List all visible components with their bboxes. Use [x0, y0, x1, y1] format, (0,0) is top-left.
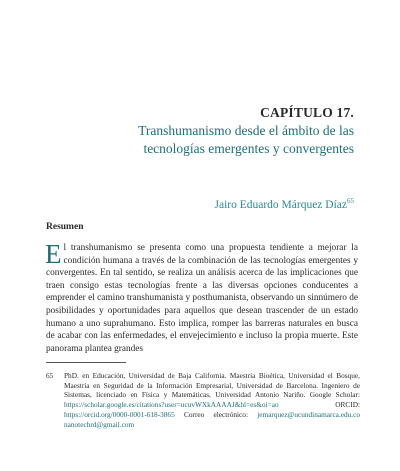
orcid-label: ORCID: — [278, 400, 360, 410]
chapter-label: CAPÍTULO 17. — [260, 105, 354, 120]
chapter-heading — [138, 104, 354, 158]
footnote-text: PhD. en Educación, Universidad de Baja California. Maestría Bioética, Universidad el Bosque, Maestría en Seguridad de la Información Empresarial, Universidad de Barcelona. Ingeniero de Sistemas, licenciado en Física y Matemáticas, Universidad Antonio Nariño. Google Scholar: — [64, 371, 360, 400]
author-byline — [214, 197, 354, 211]
email-link[interactable]: jemarquez@ucundinamarca.edu.co — [257, 409, 360, 419]
author-footnote-marker[interactable]: 65 — [347, 197, 354, 205]
abstract-heading: Resumen — [46, 222, 84, 232]
author-name: Jairo Eduardo Márquez Díaz — [214, 198, 347, 211]
google-scholar-link[interactable]: https://scholar.google.es/citations?user=ucuvWXkAAAAJ&hl=es&oi=ao — [64, 400, 279, 410]
footnote-body — [64, 371, 360, 429]
drop-cap: E — [45, 239, 62, 269]
footnote — [46, 371, 360, 429]
footnote-divider — [46, 362, 126, 363]
abstract-text: l transhumanismo se presenta como una propuesta tendiente a mejorar la condición humana a través de la combinación de las tecnologías emergentes y convergentes. En tal sentido, se realiza un análisis acerca de las implicaciones que traen consigo estas tecnologías frente a las diversas opciones conducentes a emprender el camino transhumanista y posthumanista, observando un sinnúmero de posibilidades y oportunidades para aquellos que desean trascender de un estado humano a uno suprahumano. Esto implica, romper las barreras naturales en busca de acabar con las enfermedades, el envejecimiento e incluso la propia muerte. Este panorama plantea grandes — [46, 243, 358, 354]
email-label: Correo electrónico: — [174, 409, 258, 419]
email-alt-link[interactable]: nanotechrd@gmail.com — [64, 419, 135, 429]
abstract-paragraph — [45, 239, 358, 355]
orcid-link[interactable]: https://orcid.org/0000-0001-618-3865 — [64, 409, 175, 419]
chapter-title-line-2: tecnologías emergentes y convergentes — [143, 141, 354, 156]
footnote-number: 65 — [46, 371, 54, 380]
chapter-title-line-1: Transhumanismo desde el ámbito de las — [138, 123, 354, 138]
